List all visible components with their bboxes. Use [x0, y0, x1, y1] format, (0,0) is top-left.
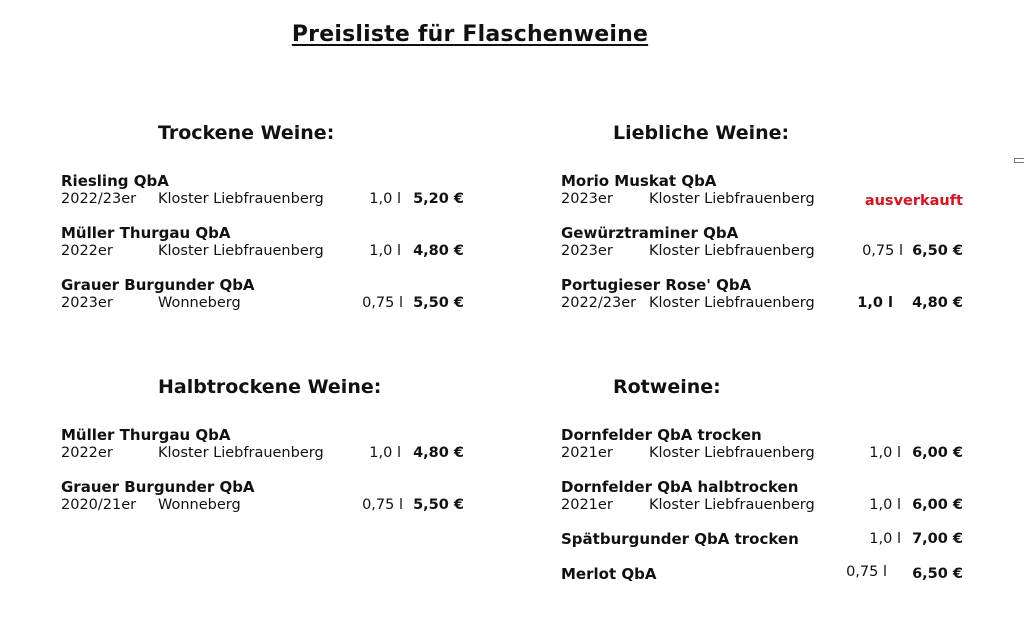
wine-entry [61, 276, 481, 328]
wine-price: 5,20 € [413, 191, 464, 207]
wine-producer: Kloster Liebfrauenberg [649, 295, 815, 311]
wine-name: Müller Thurgau QbA [61, 224, 231, 242]
page-title: Preisliste für Flaschenweine [291, 22, 649, 47]
wine-price: 5,50 € [413, 497, 464, 513]
section-heading: Trockene Weine: [158, 122, 335, 144]
wine-price: 5,50 € [413, 295, 464, 311]
wine-name: Riesling QbA [61, 172, 169, 190]
wine-producer: Kloster Liebfrauenberg [158, 243, 324, 259]
wine-volume: 1,0 l [857, 295, 893, 311]
wine-year: 2022er [61, 243, 113, 259]
wine-entry [561, 224, 981, 276]
wine-volume: 0,75 l [862, 243, 903, 259]
wine-volume: 1,0 l [369, 191, 401, 207]
wine-name: Spätburgunder QbA trocken [561, 530, 799, 548]
wine-producer: Kloster Liebfrauenberg [649, 497, 815, 513]
wine-volume: 1,0 l [369, 445, 401, 461]
wine-entry [561, 478, 981, 530]
wine-volume: 1,0 l [369, 243, 401, 259]
section-red-wines [561, 376, 981, 600]
wine-entry [561, 426, 981, 478]
wine-price: 7,00 € [912, 531, 963, 547]
wine-producer: Kloster Liebfrauenberg [649, 243, 815, 259]
wine-entry [61, 172, 481, 224]
wine-volume: 1,0 l [869, 497, 901, 513]
wine-entry [561, 530, 981, 565]
wine-year: 2022/23er [61, 191, 137, 207]
wine-price: 6,00 € [912, 445, 963, 461]
wine-price: 6,00 € [912, 497, 963, 513]
page-edge-marker [1014, 158, 1024, 163]
wine-year: 2021er [561, 445, 613, 461]
wine-name: Portugieser Rose' QbA [561, 276, 752, 294]
section-heading: Halbtrockene Weine: [158, 376, 382, 398]
wine-entry [61, 224, 481, 276]
wine-volume: 0,75 l [362, 497, 403, 513]
wine-producer: Wonneberg [158, 295, 241, 311]
wine-volume: 0,75 l [846, 564, 887, 580]
wine-entry [61, 426, 481, 478]
wine-producer: Kloster Liebfrauenberg [158, 445, 324, 461]
wine-name: Grauer Burgunder QbA [61, 276, 255, 294]
wine-year: 2021er [561, 497, 613, 513]
wine-year: 2023er [561, 243, 613, 259]
wine-volume: 1,0 l [869, 445, 901, 461]
wine-year: 2023er [561, 191, 613, 207]
wine-price: 6,50 € [912, 243, 963, 259]
section-semidry-wines [61, 376, 481, 530]
wine-year: 2023er [61, 295, 113, 311]
wine-producer: Wonneberg [158, 497, 241, 513]
wine-price: 6,50 € [912, 566, 963, 582]
wine-producer: Kloster Liebfrauenberg [649, 445, 815, 461]
wine-price: 4,80 € [912, 295, 963, 311]
section-sweet-wines [561, 122, 981, 328]
section-heading: Liebliche Weine: [613, 122, 790, 144]
wine-entry [561, 565, 981, 600]
wine-name: Dornfelder QbA halbtrocken [561, 478, 799, 496]
wine-price: 4,80 € [413, 445, 464, 461]
wine-year: 2022/23er [561, 295, 637, 311]
wine-entry [61, 478, 481, 530]
wine-price: 4,80 € [413, 243, 464, 259]
wine-name: Grauer Burgunder QbA [61, 478, 255, 496]
wine-name: Merlot QbA [561, 565, 657, 583]
wine-volume: 1,0 l [869, 531, 901, 547]
wine-name: Gewürztraminer QbA [561, 224, 739, 242]
wine-producer: Kloster Liebfrauenberg [158, 191, 324, 207]
wine-producer: Kloster Liebfrauenberg [649, 191, 815, 207]
wine-name: Morio Muskat QbA [561, 172, 717, 190]
section-heading: Rotweine: [613, 376, 721, 398]
wine-name: Müller Thurgau QbA [61, 426, 231, 444]
wine-volume: 0,75 l [362, 295, 403, 311]
wine-year: 2022er [61, 445, 113, 461]
wine-name: Dornfelder QbA trocken [561, 426, 762, 444]
sold-out-label: ausverkauft [864, 193, 963, 209]
wine-entry [561, 276, 981, 328]
wine-entry [561, 172, 981, 224]
wine-year: 2020/21er [61, 497, 137, 513]
section-dry-wines [61, 122, 481, 328]
